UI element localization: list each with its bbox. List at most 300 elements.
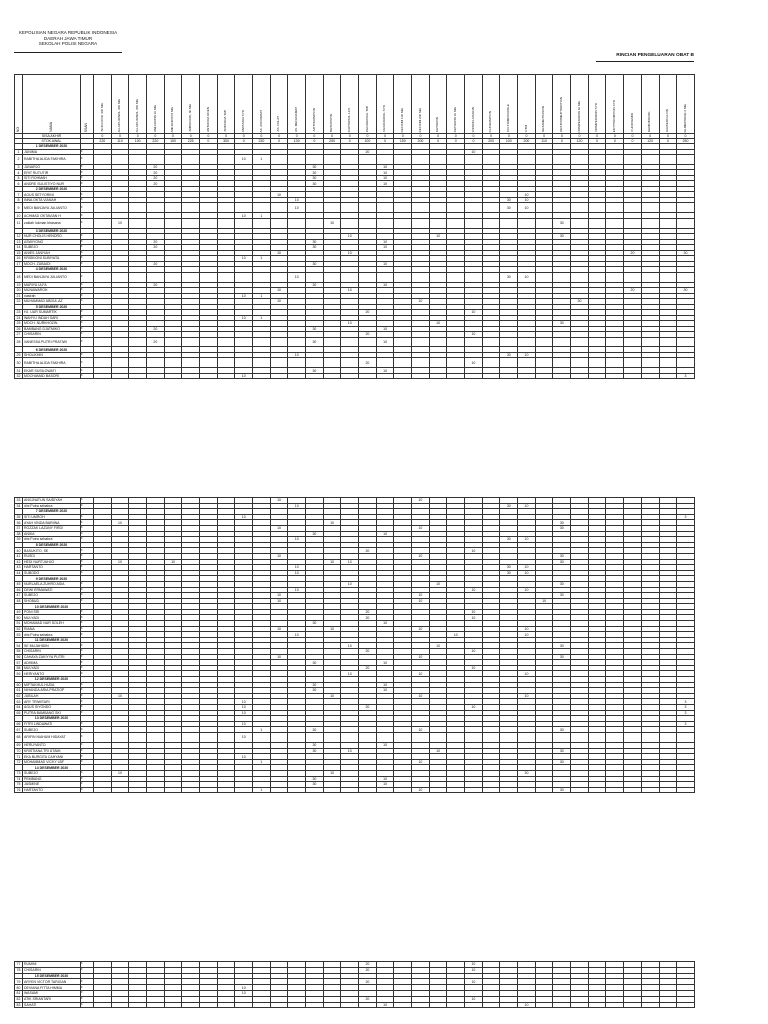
drug-name-label: GRISEOFULVIN — [665, 109, 670, 132]
date-label: 13 DESEMBER 2020 — [23, 716, 81, 722]
empty-cell — [571, 272, 589, 282]
empty-cell — [465, 203, 483, 213]
row-number: 22 — [15, 299, 23, 305]
sisa-akhir-row-label: SISA AKHIR — [23, 134, 81, 139]
dispensed-qty: 10 — [270, 626, 288, 632]
row-number: 1 — [15, 149, 23, 155]
col-header-drug — [341, 75, 359, 134]
patient-unit: F — [81, 256, 94, 262]
dispensed-qty: 10 — [376, 175, 394, 181]
patient-unit: F — [81, 553, 94, 559]
empty-cell — [606, 218, 624, 228]
empty-cell — [429, 155, 447, 165]
empty-cell — [359, 787, 377, 793]
empty-cell — [129, 1002, 147, 1008]
patient-unit: F — [81, 727, 94, 733]
empty-cell — [341, 1002, 359, 1008]
col-header-drug — [129, 75, 147, 134]
empty-cell — [500, 155, 518, 165]
sisa-akhir-row-value: 0 — [341, 134, 359, 139]
patient-name: JUNARJO — [23, 164, 81, 170]
empty-cell — [129, 732, 147, 742]
patient-name: WAHYU INDAH SARI — [23, 315, 81, 321]
patient-name: CHISARIN — [23, 332, 81, 338]
dispensed-qty: 10 — [341, 643, 359, 649]
empty-cell — [376, 787, 394, 793]
drug-name-label: ANTACIDA DOEN — [205, 106, 210, 132]
patient-name: RIANA — [23, 626, 81, 632]
patient-name: HARTANTO — [23, 565, 81, 571]
sisa-akhir-row-value: 0 — [624, 134, 642, 139]
dispensed-qty: 20 — [359, 149, 377, 155]
stok-awal-row-value: 200 — [482, 139, 500, 144]
patient-unit: F — [81, 710, 94, 716]
empty-cell — [376, 272, 394, 282]
empty-cell — [553, 373, 571, 379]
empty-cell — [465, 272, 483, 282]
ledger-table-page-3 — [14, 961, 695, 1008]
empty-cell — [659, 218, 677, 228]
patient-unit: F — [81, 514, 94, 520]
col-header-drug — [323, 75, 341, 134]
empty-cell — [94, 358, 112, 368]
patient-unit: F — [81, 531, 94, 537]
col-header-drug — [235, 75, 253, 134]
dispensed-qty: 1 — [253, 759, 271, 765]
empty-cell — [571, 155, 589, 165]
patient-name: ROZZAK LAZUNY FIRDI — [23, 525, 81, 531]
row-number: 73 — [15, 770, 23, 776]
dispensed-qty: 10 — [323, 693, 341, 699]
patient-name: SE MUJAHIDIN — [23, 643, 81, 649]
patient-name: ERIT RUTUTIR — [23, 170, 81, 176]
empty-cell — [535, 787, 553, 793]
dispensed-qty: 10 — [518, 693, 536, 699]
patient-unit: F — [81, 192, 94, 198]
col-header-drug — [571, 75, 589, 134]
empty-cell — [571, 358, 589, 368]
empty-cell — [588, 358, 606, 368]
stok-awal-row-value: 200 — [412, 139, 430, 144]
col-header-no — [15, 75, 23, 134]
empty-cell — [306, 155, 324, 165]
empty-cell — [677, 1002, 695, 1008]
patient-row — [15, 732, 695, 742]
empty-cell — [111, 272, 129, 282]
patient-row — [15, 373, 695, 379]
patient-unit: F — [81, 671, 94, 677]
dispensed-qty: 10 — [235, 213, 253, 219]
sisa-akhir-row-value: 0 — [129, 134, 147, 139]
sisa-akhir-row-value: 0 — [94, 134, 112, 139]
col-header-drug — [518, 75, 536, 134]
dispensed-qty: 30 — [306, 660, 324, 666]
col-header-name-label: NAMA — [48, 122, 53, 132]
ledger-table-page-2 — [14, 497, 695, 793]
row-number: 6 — [15, 181, 23, 187]
empty-cell — [235, 358, 253, 368]
row-number: 37 — [15, 525, 23, 531]
dispensed-qty: 20 — [359, 704, 377, 710]
patient-name: AGUS SETYORINI — [23, 192, 81, 198]
dispensed-qty: 10 — [376, 181, 394, 187]
empty-cell — [677, 358, 695, 368]
org-line-3: SEKOLAH POLISI NEGARA — [38, 41, 98, 47]
patient-row — [15, 787, 695, 793]
patient-unit: F — [81, 352, 94, 358]
dispensed-qty: 10 — [164, 559, 182, 565]
patient-name: MARIYA ULFA — [23, 282, 81, 288]
dispensed-qty: 3 — [677, 710, 695, 716]
empty-cell — [465, 155, 483, 165]
dispensed-qty: 10 — [376, 782, 394, 788]
patient-unit: F — [81, 593, 94, 599]
row-number: 76 — [15, 787, 23, 793]
col-header-drug — [182, 75, 200, 134]
col-header-drug — [394, 75, 412, 134]
dispensed-qty: 30 — [306, 748, 324, 754]
empty-cell — [147, 155, 165, 165]
patient-name: HARTANTO — [23, 787, 81, 793]
empty-cell — [553, 337, 571, 347]
empty-cell — [323, 337, 341, 347]
row-number: 71 — [15, 754, 23, 760]
empty-cell — [94, 272, 112, 282]
patient-unit: F — [81, 660, 94, 666]
empty-cell — [500, 337, 518, 347]
dispensed-qty: 20 — [147, 181, 165, 187]
drug-name-label: AS. ASCORBAT — [258, 109, 263, 132]
empty-cell — [253, 218, 271, 228]
empty-cell — [164, 1002, 182, 1008]
drug-name-label: CEFIXIM 200 MG — [417, 107, 422, 132]
empty-cell — [412, 373, 430, 379]
empty-cell — [164, 272, 182, 282]
dispensed-qty: 30 — [306, 175, 324, 181]
dispensed-qty: 10 — [518, 570, 536, 576]
empty-cell — [394, 1002, 412, 1008]
empty-cell — [270, 1002, 288, 1008]
dispensed-qty: 10 — [465, 548, 483, 554]
row-number: 43 — [15, 565, 23, 571]
stok-awal-row-value: 110 — [535, 139, 553, 144]
empty-cell — [341, 358, 359, 368]
org-line-1: KEPOLISIAN NEGARA REPUBLIK INDONESIA — [18, 30, 118, 35]
patient-unit: F — [81, 996, 94, 1002]
dispensed-qty: 10 — [270, 598, 288, 604]
patient-name: dini Putra sebabra — [23, 632, 81, 638]
dispensed-qty: 10 — [288, 570, 306, 576]
stok-awal-row-label: STOK AWAL — [23, 139, 81, 144]
patient-unit: F — [81, 743, 94, 749]
empty-cell — [164, 358, 182, 368]
dispensed-qty: 10 — [288, 197, 306, 203]
patient-unit: F — [81, 654, 94, 660]
patient-unit: F — [81, 979, 94, 985]
empty-cell — [200, 1002, 218, 1008]
patient-unit: F — [81, 164, 94, 170]
dispensed-qty: 10 — [412, 727, 430, 733]
dispensed-qty: 10 — [518, 565, 536, 571]
date-label: 11 DESEMBER 2020 — [23, 637, 81, 643]
empty-cell — [147, 373, 165, 379]
empty-cell — [270, 218, 288, 228]
empty-cell — [323, 1002, 341, 1008]
empty-cell — [571, 203, 589, 213]
stok-awal-row-value: 0 — [429, 139, 447, 144]
patient-unit: F — [81, 962, 94, 968]
patient-unit: F — [81, 245, 94, 251]
sisa-akhir-row-value: 0 — [553, 134, 571, 139]
patient-row — [15, 358, 695, 368]
drug-name-label: ACICLOVIR 400 MG — [99, 103, 104, 132]
empty-cell — [129, 203, 147, 213]
dispensed-qty: 10 — [376, 170, 394, 176]
empty-cell — [518, 337, 536, 347]
row-number: 28 — [15, 337, 23, 347]
dispensed-qty: 10 — [465, 587, 483, 593]
empty-cell — [535, 373, 553, 379]
empty-cell — [323, 732, 341, 742]
row-number: 10 — [15, 213, 23, 219]
dispensed-qty: 10 — [518, 632, 536, 638]
dispensed-qty: 10 — [111, 218, 129, 228]
empty-cell — [147, 358, 165, 368]
col-header-drug — [270, 75, 288, 134]
empty-cell — [164, 337, 182, 347]
patient-unit: F — [81, 272, 94, 282]
empty-cell — [606, 272, 624, 282]
dispensed-qty: 1 — [253, 256, 271, 262]
patient-unit: F — [81, 704, 94, 710]
row-number: 3 — [15, 164, 23, 170]
patient-name: AYAH VINDA BARIINA — [23, 520, 81, 526]
patient-unit: F — [81, 337, 94, 347]
empty-cell — [606, 358, 624, 368]
stok-awal-row-value: 0 — [341, 139, 359, 144]
dispensed-qty: 10 — [235, 256, 253, 262]
empty-cell — [341, 155, 359, 165]
patient-name: CHISARIN — [23, 967, 81, 973]
patient-unit: F — [81, 525, 94, 531]
empty-cell — [235, 787, 253, 793]
sisa-akhir-row-value: 0 — [606, 134, 624, 139]
dispensed-qty: 3 — [677, 699, 695, 705]
patient-unit: F — [81, 358, 94, 368]
empty-cell — [659, 337, 677, 347]
empty-cell — [253, 272, 271, 282]
empty-cell — [306, 358, 324, 368]
row-number: 55 — [15, 649, 23, 655]
empty-cell — [164, 373, 182, 379]
empty-cell — [412, 358, 430, 368]
dispensed-qty: 1 — [253, 293, 271, 299]
dispensed-qty: 10 — [412, 671, 430, 677]
stok-awal-row-value: 0 — [235, 139, 253, 144]
sisa-akhir-row-value: 0 — [677, 134, 695, 139]
dispensed-qty: 30 — [553, 593, 571, 599]
dispensed-qty: 30 — [306, 776, 324, 782]
dispensed-qty: 20 — [359, 665, 377, 671]
dispensed-qty: 30 — [306, 282, 324, 288]
drug-name-label: AZITHROMYCIN — [311, 108, 316, 132]
row-number: 44 — [15, 570, 23, 576]
empty-cell — [270, 358, 288, 368]
dispensed-qty: 10 — [341, 234, 359, 240]
sisa-akhir-row-value: 0 — [359, 134, 377, 139]
dispensed-qty: 10 — [376, 261, 394, 267]
row-number: 49 — [15, 609, 23, 615]
stok-awal-row-value: 100 — [129, 139, 147, 144]
row-number: 36 — [15, 520, 23, 526]
empty-cell — [641, 732, 659, 742]
patient-unit: F — [81, 250, 94, 256]
empty-cell — [323, 155, 341, 165]
patient-unit: F — [81, 754, 94, 760]
dispensed-qty: 10 — [447, 632, 465, 638]
patient-unit: F — [81, 373, 94, 379]
row-number: 12 — [15, 234, 23, 240]
patient-unit: F — [81, 626, 94, 632]
empty-cell — [341, 373, 359, 379]
dispensed-qty: 10 — [465, 962, 483, 968]
drug-name-label: DOMPERIDON SYR — [594, 103, 599, 132]
empty-cell — [288, 337, 306, 347]
empty-cell — [465, 337, 483, 347]
dispensed-qty: 20 — [359, 548, 377, 554]
stok-awal-row-value: 0 — [447, 139, 465, 144]
empty-cell — [677, 203, 695, 213]
drug-name-label: CTM — [523, 125, 528, 132]
dispensed-qty: 10 — [429, 234, 447, 240]
patient-unit: F — [81, 721, 94, 727]
dispensed-qty: 10 — [412, 598, 430, 604]
col-header-drug — [447, 75, 465, 134]
dispensed-qty: 30 — [553, 553, 571, 559]
empty-cell — [677, 218, 695, 228]
empty-cell — [359, 373, 377, 379]
empty-cell — [376, 358, 394, 368]
empty-cell — [288, 155, 306, 165]
empty-cell — [182, 732, 200, 742]
empty-cell — [535, 732, 553, 742]
dispensed-qty: 30 — [553, 525, 571, 531]
patient-unit: F — [81, 732, 94, 742]
empty-cell — [288, 787, 306, 793]
patient-name: SUBEJO — [23, 770, 81, 776]
date-label: 6 DESEMBER 2020 — [23, 347, 81, 353]
empty-cell — [270, 373, 288, 379]
empty-cell — [111, 787, 129, 793]
dispensed-qty: 30 — [553, 787, 571, 793]
dispensed-qty: 20 — [147, 245, 165, 251]
date-label: 10 DESEMBER 2020 — [23, 604, 81, 610]
dispensed-qty: 10 — [412, 654, 430, 660]
empty-cell — [641, 203, 659, 213]
empty-cell — [270, 787, 288, 793]
empty-cell — [94, 155, 112, 165]
patient-name: ACHMAD OKTAVIAN H — [23, 213, 81, 219]
dispensed-qty: 10 — [235, 721, 253, 727]
patient-name: MEDI BANJAYA JULIANTO — [23, 272, 81, 282]
dispensed-qty: 10 — [270, 593, 288, 599]
patient-unit: F — [81, 548, 94, 554]
empty-cell — [659, 373, 677, 379]
dispensed-qty: 30 — [553, 654, 571, 660]
empty-cell — [376, 203, 394, 213]
empty-cell — [147, 732, 165, 742]
col-header-drug — [164, 75, 182, 134]
patient-name: SUBEJO — [23, 593, 81, 599]
empty-cell — [500, 373, 518, 379]
empty-cell — [571, 373, 589, 379]
patient-name: MUHAMMAD ABDUL AZ — [23, 299, 81, 305]
dispensed-qty: 20 — [147, 282, 165, 288]
empty-cell — [624, 1002, 642, 1008]
patient-name: ANIES JANIYAH — [23, 250, 81, 256]
row-number: 4 — [15, 170, 23, 176]
stok-awal-row-value: 220 — [94, 139, 112, 144]
patient-unit: F — [81, 234, 94, 240]
empty-cell — [677, 337, 695, 347]
empty-cell — [270, 732, 288, 742]
empty-cell — [94, 218, 112, 228]
stok-awal-row-value: 0 — [270, 139, 288, 144]
drug-name-label: AMLODIPIN 5 MG — [170, 106, 175, 132]
patient-name: ASWIYONO — [23, 239, 81, 245]
dispensed-qty: 1 — [253, 787, 271, 793]
col-header-name — [23, 75, 81, 134]
dispensed-qty: 10 — [376, 776, 394, 782]
patient-row — [15, 218, 695, 228]
dispensed-qty: 30 — [306, 326, 324, 332]
dispensed-qty: 10 — [412, 759, 430, 765]
col-header-drug — [288, 75, 306, 134]
dispensed-qty: 10 — [270, 654, 288, 660]
patient-name: SITI ROHMAH — [23, 175, 81, 181]
empty-cell — [235, 272, 253, 282]
empty-cell — [341, 787, 359, 793]
dispensed-qty: 3 — [677, 514, 695, 520]
drug-name-label: DEXTROMETHORPHAN — [559, 97, 563, 132]
row-number: 79 — [15, 979, 23, 985]
patient-name: DEVIANA FITTA HIMMA — [23, 985, 81, 991]
dispensed-qty: 20 — [147, 175, 165, 181]
row-number: 13 — [15, 239, 23, 245]
dispensed-qty: 20 — [359, 967, 377, 973]
stok-awal-row-value: 0 — [624, 139, 642, 144]
stok-awal-row-value: 220 — [147, 139, 165, 144]
patient-name: SAHATI — [23, 1002, 81, 1008]
patient-unit: F — [81, 520, 94, 526]
col-header-drug — [535, 75, 553, 134]
patient-unit: F — [81, 181, 94, 187]
dispensed-qty: 30 — [677, 250, 695, 256]
empty-cell — [94, 373, 112, 379]
dispensed-qty: 10 — [376, 326, 394, 332]
dispensed-qty: 10 — [235, 514, 253, 520]
row-number: 11 — [15, 218, 23, 228]
dispensed-qty: 30 — [306, 261, 324, 267]
dispensed-qty: 30 — [500, 565, 518, 571]
empty-cell — [376, 155, 394, 165]
stok-awal-row-value: 120 — [641, 139, 659, 144]
dispensed-qty: 30 — [500, 503, 518, 509]
empty-cell — [465, 732, 483, 742]
patient-name: BAMBANG DJATMIKO — [23, 326, 81, 332]
patient-unit: F — [81, 203, 94, 213]
patient-name: HJ. UUR SUMARTIK — [23, 310, 81, 316]
